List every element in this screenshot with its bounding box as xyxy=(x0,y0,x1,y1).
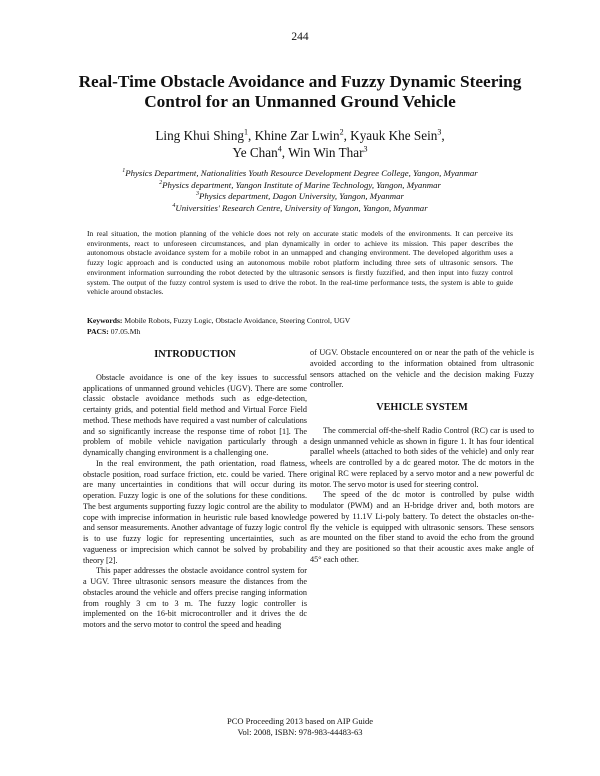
paper-title xyxy=(40,72,560,112)
keywords-text: Mobile Robots, Fuzzy Logic, Obstacle Avoidance, Steering Control, UGV xyxy=(124,316,351,325)
affiliation-mark: 4 xyxy=(172,202,176,209)
paragraph: This paper addresses the obstacle avoidance control system for a UGV. Three ultrasonic sensors measure the distances from the obstacles around the vehicle and offers precise ranging information from roughly 3 cm to 3 m. The fuzzy logic controller is implemented on the 16-bit microcontroller and it drives the dc motors and the servo motor to control the speed and heading xyxy=(83,566,307,629)
author-name: Khine Zar Lwin xyxy=(254,128,340,143)
author-affil-mark: 1 xyxy=(244,127,249,137)
author-affil-mark: 3 xyxy=(363,144,368,154)
title-line-2: Control for an Unmanned Ground Vehicle xyxy=(144,92,456,111)
affiliation-mark: 1 xyxy=(122,168,126,175)
introduction-heading: INTRODUCTION xyxy=(154,349,236,360)
affiliation-text: Physics department, Yangon Institute of Marine Technology, Yangon, Myanmar xyxy=(162,179,441,190)
paragraph: The speed of the dc motor is controlled by pulse width modulator (PWM) and an H-bridge driver and, both motors are powered by 11.1V Li-poly battery. To detect the obstacles on-the-fly the vehicle is equipped with ultrasonic sensors. These sensors are mounted on the fiber stand to avoid the echo from the ground and they are positioned so that their acoustic axes make angle of 45° each other. xyxy=(310,490,534,564)
affiliation-text: Universities' Research Centre, University of Yangon, Yangon, Myanmar xyxy=(175,202,428,213)
page-number: 244 xyxy=(291,31,309,43)
keywords-block xyxy=(87,316,513,337)
author-list xyxy=(90,127,510,161)
author-affil-mark: 4 xyxy=(277,144,282,154)
affiliation-text: Physics department, Dagon University, Yangon, Myanmar xyxy=(199,191,404,201)
affiliation xyxy=(60,180,540,192)
paragraph: In the real environment, the path orientation, road flatness, obstacle position, road surface friction, etc. could be varied. There are many uncertainties in conditions that will occur during its operation. Fuzzy logic is one of the solutions for these conditions. The best arguments supporting fuzzy logic control are the ability to cope with imprecise information in heuristic rule based knowledge and sensor measurements. Another advantage of fuzzy logic control is to use fuzzy logic for representing uncertainties, such as vagueness or imprecision which cannot be solved by probability theory [2]. xyxy=(83,458,307,565)
affiliation-list xyxy=(60,168,540,214)
affiliation xyxy=(60,168,540,180)
authors-line-2: Ye Chan$^4$, Win Win Thar$^3$ xyxy=(232,144,368,160)
footer-line-2: Vol: 2008, ISBN: 978-983-44483-63 xyxy=(237,727,363,737)
author-name: Ye Chan xyxy=(232,145,278,160)
pacs-text: 07.05.Mh xyxy=(110,326,141,336)
paragraph: of UGV. Obstacle encountered on or near the path of the vehicle is avoided according to the information obtained from ultrasonic sensors attached on the vehicle and the decision making Fuzzy controller. xyxy=(310,348,534,390)
footer-line-1: PCO Proceeding 2013 based on AIP Guide xyxy=(226,716,374,726)
vehicle-system-heading: VEHICLE SYSTEM xyxy=(376,402,468,413)
keywords-label: Keywords: xyxy=(87,316,123,325)
author-affil-mark: 2 xyxy=(339,127,344,137)
title-line-1: Real-Time Obstacle Avoidance and Fuzzy Dynamic Steering xyxy=(78,72,522,91)
affiliation-mark: 2 xyxy=(159,179,163,186)
affiliation-text: Physics Department, Nationalities Youth Resource Development Degree College, Yangon, Myanmar xyxy=(125,168,478,178)
right-column xyxy=(310,348,534,566)
affiliation xyxy=(60,191,540,203)
pacs-label: PACS: xyxy=(87,326,109,336)
authors-line-1: Ling Khui Shing$^1$, Khine Zar Lwin$^2$, Kyauk Khe Sein$^3$, xyxy=(155,127,445,143)
affiliation xyxy=(60,203,540,215)
left-column xyxy=(83,348,307,631)
author-affil-mark: 3 xyxy=(437,127,442,137)
pacs-line xyxy=(87,327,513,338)
paragraph: The commercial off-the-shelf Radio Control (RC) car is used to design unmanned vehicle as shown in figure 1. It has four identical parallel wheels (attached to both sides of the vehicle) and only rear wheels are controlled by a dc geared motor. The dc motors in the original RC were replaced by a servo motor and a new powerful dc motor. The servo motor is used for steering control. xyxy=(310,425,534,489)
abstract: In real situation, the motion planning of the vehicle does not rely on accurate static models of the environments. It can perceive its environments, react to unforeseen circumstances, and plan dynamically in order to achieve its mission. This paper describes the autonomous obstacle avoidance system for a mobile robot in an unmapped and changing environment. The developed algorithm uses a fuzzy logic approach and is conducted using an autonomous mobile robot platform including three sets of ultrasonic sensors. The environment information surrounding the robot detected by the ultrasonic sensors is firstly fuzzified, and then input into fuzzy control system. The output of the fuzzy control system is used to drive the robot. In the real-time performance tests, the system is able to guide vehicle around obstacles. xyxy=(87,229,513,297)
paragraph: Obstacle avoidance is one of the key issues to successful applications of unmanned ground vehicles (UGV). There are some classic obstacle avoidance methods such as edge-detection, certainty grids, and potential field method and Virtual Force Field method. These methods have required a vast number of calculations and so significantly increase the response time of robot [1]. The problem of mobile vehicle navigation particularly through a dynamically changing environment is a challenging one. xyxy=(83,372,307,457)
author-name: Kyauk Khe Sein xyxy=(350,128,438,143)
author-name: Ling Khui Shing xyxy=(155,128,245,143)
author-name: Win Win Thar xyxy=(288,145,364,160)
page-footer xyxy=(0,716,600,738)
affiliation-mark: 3 xyxy=(196,191,200,198)
keywords-line xyxy=(87,316,513,327)
